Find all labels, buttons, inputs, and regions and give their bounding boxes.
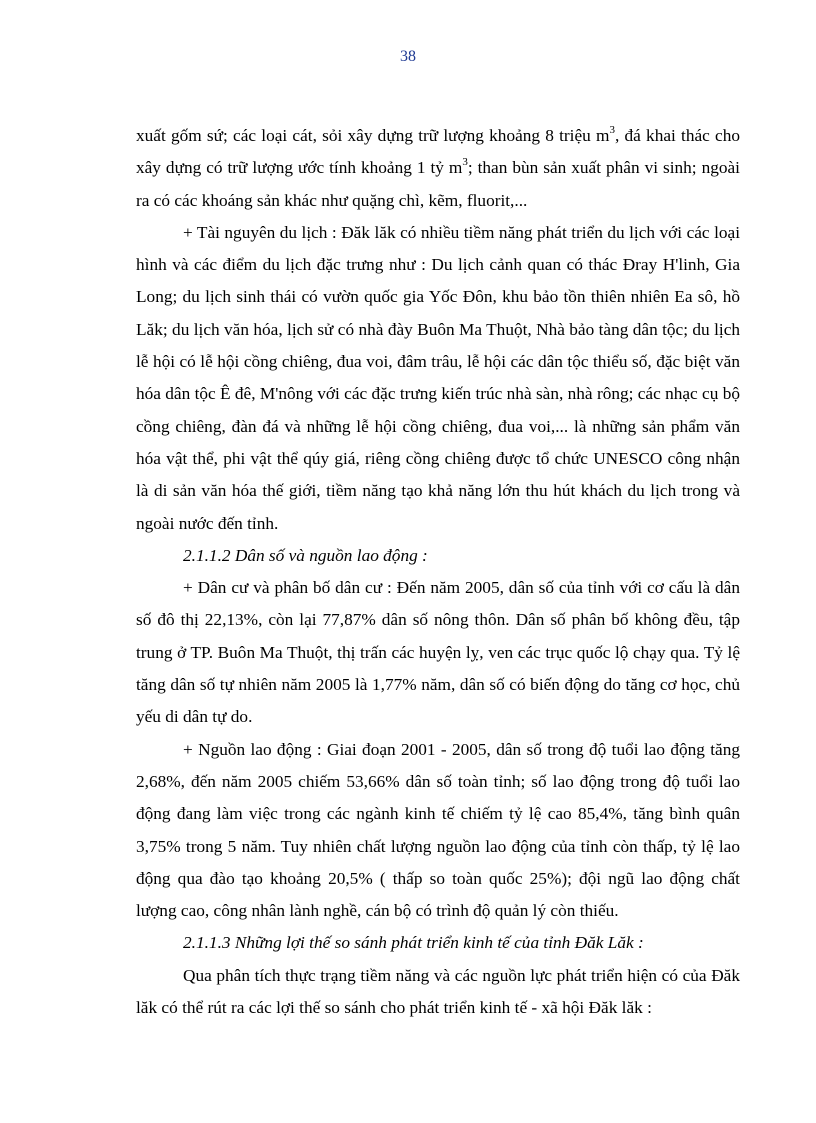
paragraph-minerals: [136, 120, 740, 217]
section-heading-advantages: 2.1.1.3 Những lợi thế so sánh phát triển kinh tế của tỉnh Đăk Lăk :: [183, 933, 644, 953]
body-text: [136, 120, 740, 1024]
minerals-text-3: ; than bùn sản xuất phân vi sinh; ngoài ra có các khoáng sản khác như quặng chì, kẽm, fluorit,...: [136, 158, 740, 210]
superscript-cubic-2: 3: [462, 156, 468, 169]
minerals-text-2: , đá khai thác cho xây dựng có trữ lượng ước tính khoảng 1 tỷ m: [136, 126, 740, 178]
paragraph-labor: + Nguồn lao động : Giai đoạn 2001 - 2005, dân số trong độ tuổi lao động tăng 2,68%, đến năm 2005 chiếm 53,66% dân số toàn tỉnh; số lao động trong độ tuổi lao động đang làm việc trong các ngành kinh tế chiếm tỷ lệ cao 85,4%, tăng bình quân 3,75% trong 5 năm. Tuy nhiên chất lượng nguồn lao động của tỉnh còn thấp, tỷ lệ lao động qua đào tạo khoảng 20,5% ( thấp so toàn quốc 25%); đội ngũ lao động chất lượng cao, công nhân lành nghề, cán bộ có trình độ quản lý còn thiếu.: [136, 739, 740, 921]
page-number: 38: [400, 48, 416, 65]
section-heading-population: 2.1.1.2 Dân số và nguồn lao động :: [183, 545, 428, 565]
minerals-text-1: xuất gốm sứ; các loại cát, sỏi xây dựng trữ lượng khoảng 8 triệu m: [136, 126, 610, 145]
paragraph-advantages: Qua phân tích thực trạng tiềm năng và các nguồn lực phát triển hiện có của Đăk lăk có thể rút ra các lợi thế so sánh cho phát triển kinh tế - xã hội Đăk lăk :: [136, 965, 740, 1018]
paragraph-tourism: + Tài nguyên du lịch : Đăk lăk có nhiều tiềm năng phát triển du lịch với các loại hình và các điểm du lịch đặc trưng như : Du lịch cảnh quan có thác Đray H'linh, Gia Long; du lịch sinh thái có vườn quốc gia Yốc Đôn, khu bảo tồn thiên nhiên Ea sô, hồ Lăk; du lịch văn hóa, lịch sử có nhà đày Buôn Ma Thuột, Nhà bảo tàng dân tộc; du lịch lễ hội có lễ hội cồng chiêng, đua voi, đâm trâu, lễ hội các dân tộc thiểu số, đặc biệt văn hóa dân tộc Ê đê, M'nông với các đặc trưng kiến trúc nhà sàn, nhà rông; các nhạc cụ bộ cồng chiêng, đàn đá và những lễ hội cồng chiêng, đua voi,... là những sản phẩm văn hóa vật thể, phi vật thể qúy giá, riêng cồng chiêng được tổ chức UNESCO công nhận là di sản văn hóa thế giới, tiềm năng tạo khả năng lớn thu hút khách du lịch trong và ngoài nước đến tỉnh.: [136, 222, 740, 533]
paragraph-population: + Dân cư và phân bố dân cư : Đến năm 2005, dân số của tỉnh với cơ cấu là dân số đô thị 22,13%, còn lại 77,87% dân số nông thôn. Dân số phân bố không đều, tập trung ở TP. Buôn Ma Thuột, thị trấn các huyện lỵ, ven các trục quốc lộ chạy qua. Tỷ lệ tăng dân số tự nhiên năm 2005 là 1,77% năm, dân số có biến động do tăng cơ học, chủ yếu di dân tự do.: [136, 578, 740, 727]
superscript-cubic-1: 3: [609, 124, 615, 136]
